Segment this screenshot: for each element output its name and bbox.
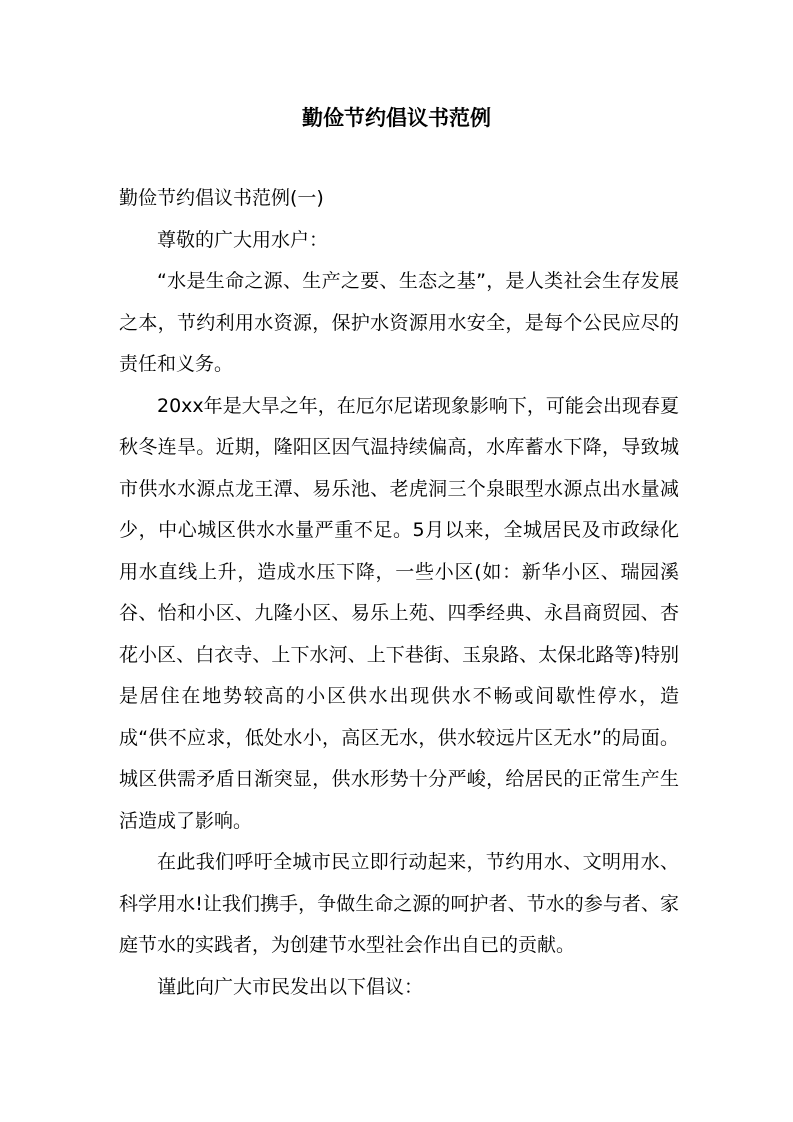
paragraph-proposal-lead: 谨此向广大市民发出以下倡议：	[157, 975, 424, 998]
salutation: 尊敬的广大用水户：	[157, 228, 329, 251]
section-heading: 勤俭节约倡议书范例(一)	[119, 187, 324, 209]
paragraph-situation: 20xx年是大旱之年，在厄尔尼诺现象影响下，可能会出现春夏秋冬连旱。近期，隆阳区因气温持续偏高，水库蓄水下降，导致城市供水水源点龙王潭、易乐池、老虎洞三个泉眼型水源点出水量减少，中心城区供水水量严重不足。5月以来，全城居民及市政绿化用水直线上升，造成水压下降，一些小区(如：新华小区、瑞园溪谷、怡和小区、九隆小区、易乐上苑、四季经典、永昌商贸园、杏花小区、白衣寺、上下水河、上下巷街、玉泉路、太保北路等)特别是居住在地势较高的小区供水出现供水不畅或间歇性停水，造成“供不应求，低处水小，高区无水，供水较远片区无水”的局面。城区供需矛盾日渐突显，供水形势十分严峻，给居民的正常生产生活造成了影响。	[119, 394, 679, 832]
document-body	[119, 178, 679, 1008]
document-title: 勤俭节约倡议书范例	[302, 106, 491, 130]
paragraph-intro: “水是生命之源、生产之要、生态之基”，是人类社会生存发展之本，节约利用水资源，保护水资源用水安全，是每个公民应尽的责任和义务。	[119, 270, 679, 375]
paragraph-appeal: 在此我们呼吁全城市民立即行动起来，节约用水、文明用水、科学用水!让我们携手，争做生命之源的呵护者、节水的参与者、家庭节水的实践者，为创建节水型社会作出自已的贡献。	[119, 851, 679, 956]
